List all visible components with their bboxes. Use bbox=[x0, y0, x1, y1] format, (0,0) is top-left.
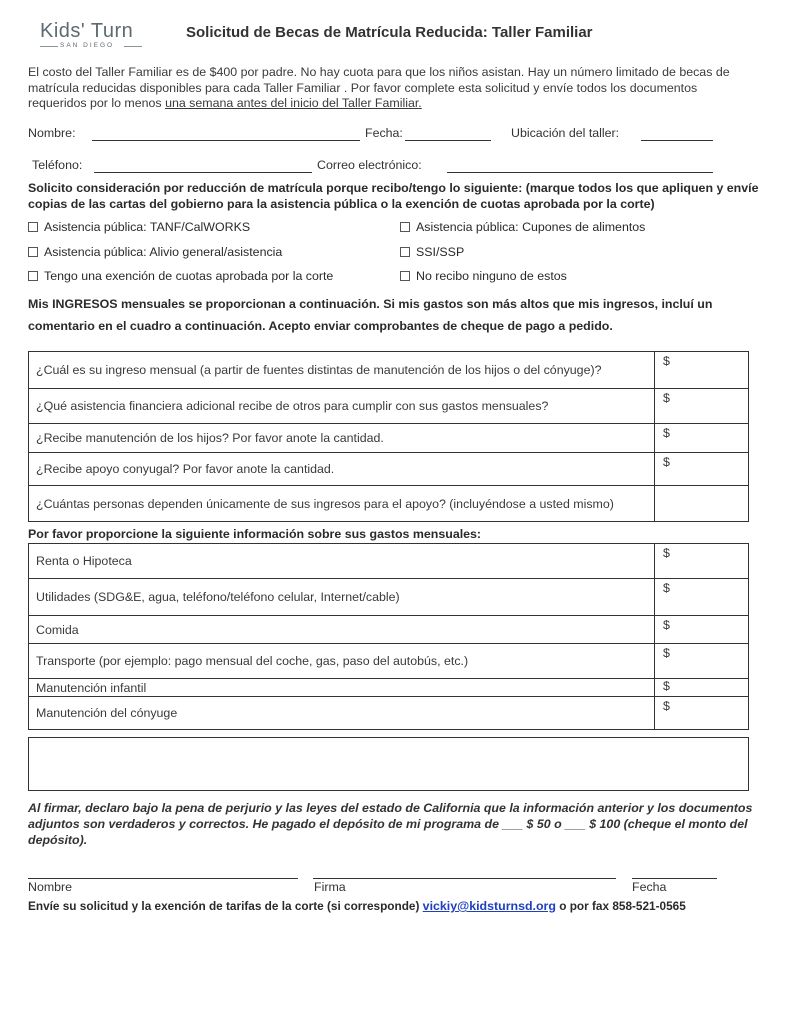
checkbox-icon[interactable] bbox=[400, 271, 410, 281]
table-row bbox=[29, 579, 749, 616]
income-heading: Mis INGRESOS mensuales se proporcionan a continuación. Si mis gastos son más altos que mis ingresos, incluí un comentario en el cuadro a continuación. Acepto enviar comprobantes de cheque de pago a pedido. bbox=[28, 297, 713, 333]
kids-turn-logo: Kids' Turn bbox=[40, 20, 134, 42]
page-title: Solicitud de Becas de Matrícula Reducida: Taller Familiar bbox=[186, 24, 593, 41]
declaration-text: Al firmar, declaro bajo la pena de perjurio y las leyes del estado de California que la información anterior y los documentos adjuntos son verdaderos y correctos. He pagado el depósito de mi programa de ___ $ 50 o ___ $ 100 (cheque el monto del depósito). bbox=[28, 801, 753, 847]
checkbox-tanf[interactable] bbox=[28, 220, 250, 234]
income-amount[interactable]: $ bbox=[655, 453, 749, 486]
income-question: ¿Recibe manutención de los hijos? Por favor anote la cantidad. bbox=[29, 424, 655, 453]
telefono-field[interactable] bbox=[94, 172, 312, 173]
expense-amount[interactable]: $ bbox=[655, 579, 749, 616]
table-row bbox=[29, 697, 749, 730]
expense-label: Manutención del cónyuge bbox=[29, 697, 655, 730]
expense-amount[interactable]: $ bbox=[655, 544, 749, 579]
expense-label: Utilidades (SDG&E, agua, teléfono/teléfono celular, Internet/cable) bbox=[29, 579, 655, 616]
footer-instructions bbox=[28, 899, 686, 913]
table-row bbox=[29, 679, 749, 697]
expense-amount[interactable]: $ bbox=[655, 616, 749, 644]
checkbox-ninguno[interactable] bbox=[400, 269, 567, 283]
expense-label: Manutención infantil bbox=[29, 679, 655, 697]
checkbox-icon[interactable] bbox=[400, 247, 410, 257]
footer-text: Envíe su solicitud y la exención de tarifas de la corte (si corresponde) bbox=[28, 899, 423, 913]
table-row bbox=[29, 453, 749, 486]
expense-label: Transporte (por ejemplo: pago mensual del coche, gas, paso del autobús, etc.) bbox=[29, 644, 655, 679]
checkbox-icon[interactable] bbox=[400, 222, 410, 232]
logo-subtitle: SAN DIEGO bbox=[60, 42, 115, 49]
table-row bbox=[29, 544, 749, 579]
correo-field[interactable] bbox=[447, 172, 713, 173]
table-row bbox=[29, 616, 749, 644]
income-amount[interactable]: $ bbox=[655, 389, 749, 424]
table-row bbox=[29, 424, 749, 453]
expense-amount[interactable]: $ bbox=[655, 644, 749, 679]
nombre-label: Nombre: bbox=[28, 126, 76, 140]
checkbox-label: SSI/SSP bbox=[416, 245, 465, 259]
income-amount[interactable]: $ bbox=[655, 352, 749, 389]
fecha-field[interactable] bbox=[405, 140, 491, 141]
table-row bbox=[29, 352, 749, 389]
fecha-label: Fecha: bbox=[365, 126, 403, 140]
assistance-heading: Solicito consideración por reducción de matrícula porque recibo/tengo lo siguiente: (marque todos los que apliquen y envíe copias de las cartas del gobierno para la asistencia pública o la exención de cuotas aprobada por la corte) bbox=[28, 181, 759, 211]
checkbox-label: Asistencia pública: Alivio general/asistencia bbox=[44, 245, 283, 259]
checkbox-cupones[interactable] bbox=[400, 220, 645, 234]
expense-amount[interactable]: $ bbox=[655, 697, 749, 730]
income-amount[interactable]: $ bbox=[655, 424, 749, 453]
table-row bbox=[29, 486, 749, 522]
expense-label: Comida bbox=[29, 616, 655, 644]
checkbox-label: Asistencia pública: TANF/CalWORKS bbox=[44, 220, 251, 234]
checkbox-icon[interactable] bbox=[28, 247, 38, 257]
table-row bbox=[29, 644, 749, 679]
email-link[interactable]: vickiy@kidsturnsd.org bbox=[422, 899, 556, 913]
signature-fecha-line[interactable] bbox=[632, 878, 717, 879]
checkbox-label: Tengo una exención de cuotas aprobada por la corte bbox=[44, 269, 334, 283]
income-question: ¿Cuántas personas dependen únicamente de sus ingresos para el apoyo? (incluyéndose a usted mismo) bbox=[29, 486, 655, 522]
logo-rule-left bbox=[40, 46, 58, 47]
ubicacion-field[interactable] bbox=[641, 140, 713, 141]
checkbox-exencion[interactable] bbox=[28, 269, 333, 283]
intro-deadline: una semana antes del inicio del Taller Familiar. bbox=[165, 96, 422, 110]
income-amount[interactable] bbox=[655, 486, 749, 522]
expense-amount[interactable]: $ bbox=[655, 679, 749, 697]
signature-firma-line[interactable] bbox=[313, 878, 616, 879]
income-question: ¿Qué asistencia financiera adicional recibe de otros para cumplir con sus gastos mensuales? bbox=[29, 389, 655, 424]
income-question: ¿Recibe apoyo conyugal? Por favor anote la cantidad. bbox=[29, 453, 655, 486]
checkbox-icon[interactable] bbox=[28, 222, 38, 232]
logo-rule-right bbox=[124, 46, 142, 47]
signature-nombre-line[interactable] bbox=[28, 878, 298, 879]
nombre-field[interactable] bbox=[92, 140, 360, 141]
expenses-table bbox=[28, 543, 749, 730]
income-question: ¿Cuál es su ingreso mensual (a partir de fuentes distintas de manutención de los hijos o del cónyuge)? bbox=[29, 352, 655, 389]
checkbox-label: Asistencia pública: Cupones de alimentos bbox=[416, 220, 646, 234]
ubicacion-label: Ubicación del taller: bbox=[511, 126, 620, 140]
correo-label: Correo electrónico: bbox=[317, 158, 422, 172]
checkbox-label: No recibo ninguno de estos bbox=[416, 269, 567, 283]
signature-firma-label: Firma bbox=[314, 880, 346, 894]
checkbox-alivio[interactable] bbox=[28, 245, 282, 259]
table-row bbox=[29, 389, 749, 424]
checkbox-icon[interactable] bbox=[28, 271, 38, 281]
expenses-heading: Por favor proporcione la siguiente información sobre sus gastos mensuales: bbox=[28, 527, 482, 541]
income-table bbox=[28, 351, 749, 522]
checkbox-ssi[interactable] bbox=[400, 245, 464, 259]
signature-nombre-label: Nombre bbox=[28, 880, 73, 894]
telefono-label: Teléfono: bbox=[32, 158, 83, 172]
intro-paragraph bbox=[28, 65, 758, 112]
comment-box[interactable] bbox=[28, 737, 749, 791]
intro-text: El costo del Taller Familiar es de $400 por padre. No hay cuota para que los niños asistan. Hay un número limitado de becas de matrícula reducidas disponibles para cada Taller Familiar . Por favor complete esta solicitud y envíe todos los documentos requeridos por lo menos bbox=[28, 65, 730, 110]
expense-label: Renta o Hipoteca bbox=[29, 544, 655, 579]
signature-fecha-label: Fecha bbox=[632, 880, 667, 894]
footer-fax: o por fax 858-521-0565 bbox=[555, 899, 686, 913]
